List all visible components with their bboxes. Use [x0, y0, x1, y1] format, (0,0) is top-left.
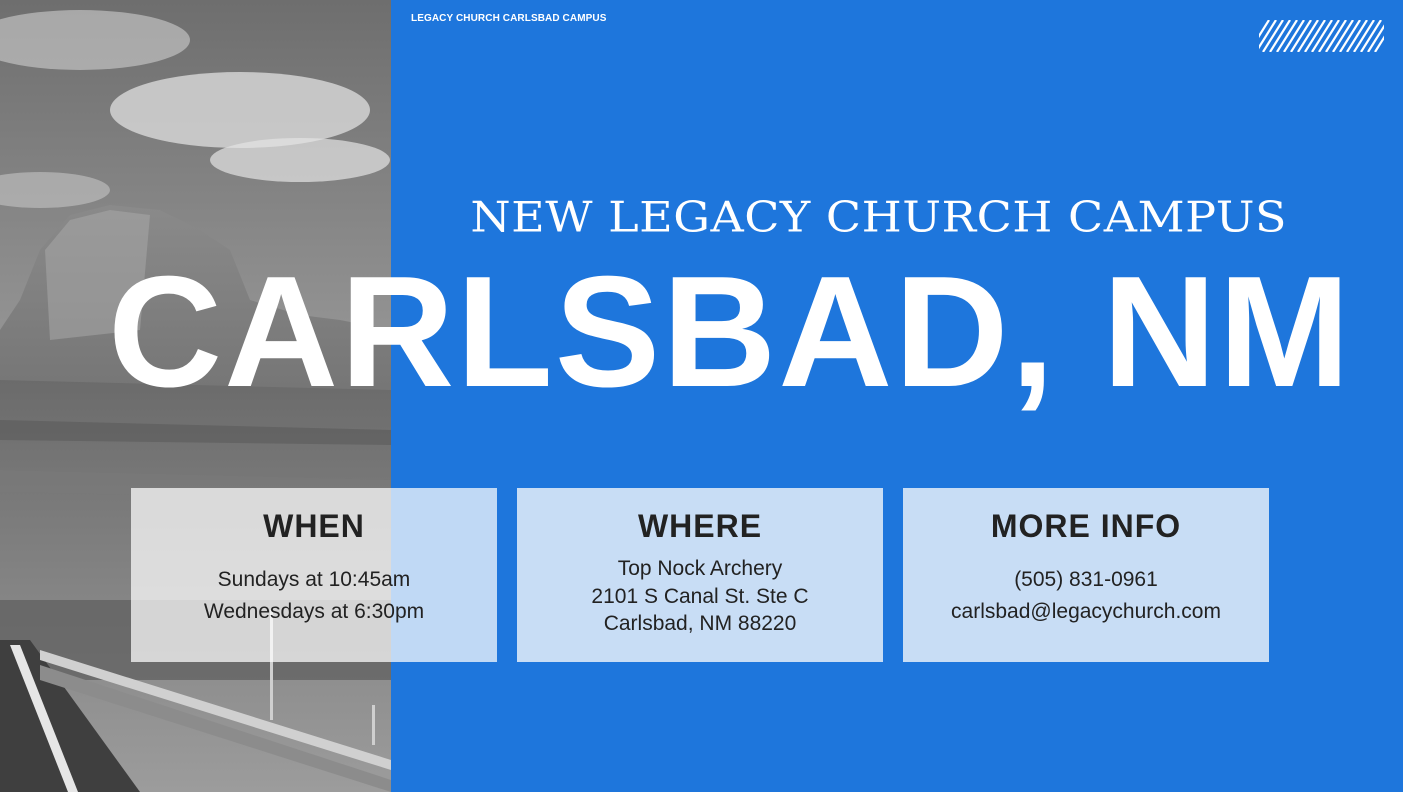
- when-card: [131, 488, 497, 662]
- when-card-lines: [131, 564, 497, 628]
- more-info-card: [903, 488, 1269, 662]
- hero-subtitle: NEW LEGACY CHURCH CAMPUS: [470, 192, 1287, 242]
- campus-label: LEGACY CHURCH CARLSBAD CAMPUS: [411, 13, 607, 24]
- where-card-lines: [517, 555, 883, 638]
- more-info-card-title: MORE INFO: [990, 508, 1182, 544]
- where-card: [517, 488, 883, 662]
- more-info-card-lines: [903, 564, 1269, 628]
- city-state-zip: Carlsbad, NM 88220: [603, 612, 797, 635]
- service-time-sunday: Sundays at 10:45am: [217, 568, 411, 591]
- stripes-decoration-icon: [1259, 20, 1384, 52]
- hero-headline: CARLSBAD, NM: [108, 244, 1353, 420]
- where-card-title: WHERE: [637, 508, 763, 544]
- street-address: 2101 S Canal St. Ste C: [591, 584, 809, 608]
- venue-name: Top Nock Archery: [617, 557, 783, 580]
- when-card-title: WHEN: [263, 508, 365, 544]
- email-address: carlsbad@legacychurch.com: [951, 600, 1221, 623]
- phone-number: (505) 831-0961: [1014, 568, 1158, 591]
- service-time-wednesday: Wednesdays at 6:30pm: [203, 600, 425, 623]
